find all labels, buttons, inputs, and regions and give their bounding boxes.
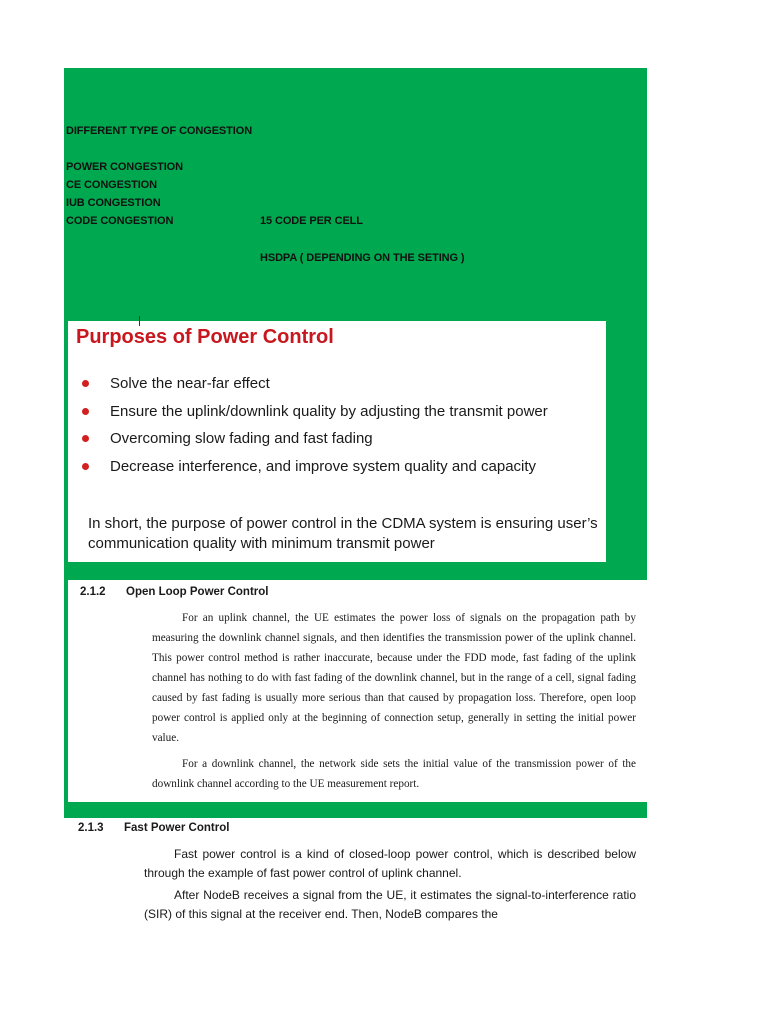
- section-number: 2.1.3: [78, 822, 104, 834]
- list-item: Overcoming slow fading and fast fading: [82, 430, 548, 458]
- bullet-icon: [82, 380, 89, 387]
- congestion-item-power: POWER CONGESTION: [66, 161, 183, 173]
- slide-title: Purposes of Power Control: [76, 326, 334, 348]
- list-item: Decrease interference, and improve system quality and capacity: [82, 458, 548, 486]
- bullet-icon: [82, 463, 89, 470]
- congestion-heading: DIFFERENT TYPE OF CONGESTION: [66, 125, 253, 137]
- code-per-cell-note: 15 CODE PER CELL: [260, 215, 363, 227]
- congestion-item-code: CODE CONGESTION: [66, 215, 174, 227]
- purpose-list: [82, 375, 548, 486]
- bullet-icon: [82, 435, 89, 442]
- section-body: [144, 845, 636, 924]
- fast-power-section: [64, 818, 647, 926]
- list-item: Solve the near-far effect: [82, 375, 548, 403]
- power-control-slide: [68, 321, 606, 562]
- paragraph: For a downlink channel, the network side sets the initial value of the transmission power of the downlink channel according to the UE measurement report.: [152, 758, 636, 790]
- congestion-item-ce: CE CONGESTION: [66, 179, 157, 191]
- section-heading: [80, 586, 268, 598]
- section-title: Fast Power Control: [124, 822, 230, 834]
- congestion-item-iub: IUB CONGESTION: [66, 197, 161, 209]
- paragraph: Fast power control is a kind of closed-loop power control, which is described below through the example of fast power control of uplink channel.: [144, 847, 636, 880]
- text-cursor-icon: [139, 316, 140, 326]
- section-body: [152, 608, 636, 794]
- hsdpa-note: HSDPA ( DEPENDING ON THE SETING ): [260, 252, 465, 264]
- section-heading: [78, 822, 229, 834]
- slide-summary: In short, the purpose of power control in the CDMA system is ensuring user’s communication quality with minimum transmit power: [88, 515, 598, 552]
- section-title: Open Loop Power Control: [126, 586, 269, 598]
- open-loop-section: [68, 580, 647, 802]
- bullet-icon: [82, 408, 89, 415]
- paragraph: After NodeB receives a signal from the UE, it estimates the signal-to-interference ratio (SIR) of this signal at the receiver end. Then, NodeB compares the: [144, 888, 636, 921]
- spreadsheet-area: [64, 68, 647, 926]
- paragraph: For an uplink channel, the UE estimates the power loss of signals on the propagation path by measuring the downlink channel signals, and then identifies the transmission power of the uplink channel. This power control method is rather inaccurate, because under the FDD mode, fast fading of the uplink channel has nothing to do with fast fading of the downlink channel, but in the range of a cell, signal fading caused by fast fading is usually more serious than that caused by propagation loss. Therefore, open loop power control is applied only at the beginning of connection setup, generally in setting the initial power value.: [152, 612, 636, 744]
- section-number: 2.1.2: [80, 586, 106, 598]
- list-item: Ensure the uplink/downlink quality by adjusting the transmit power: [82, 403, 548, 431]
